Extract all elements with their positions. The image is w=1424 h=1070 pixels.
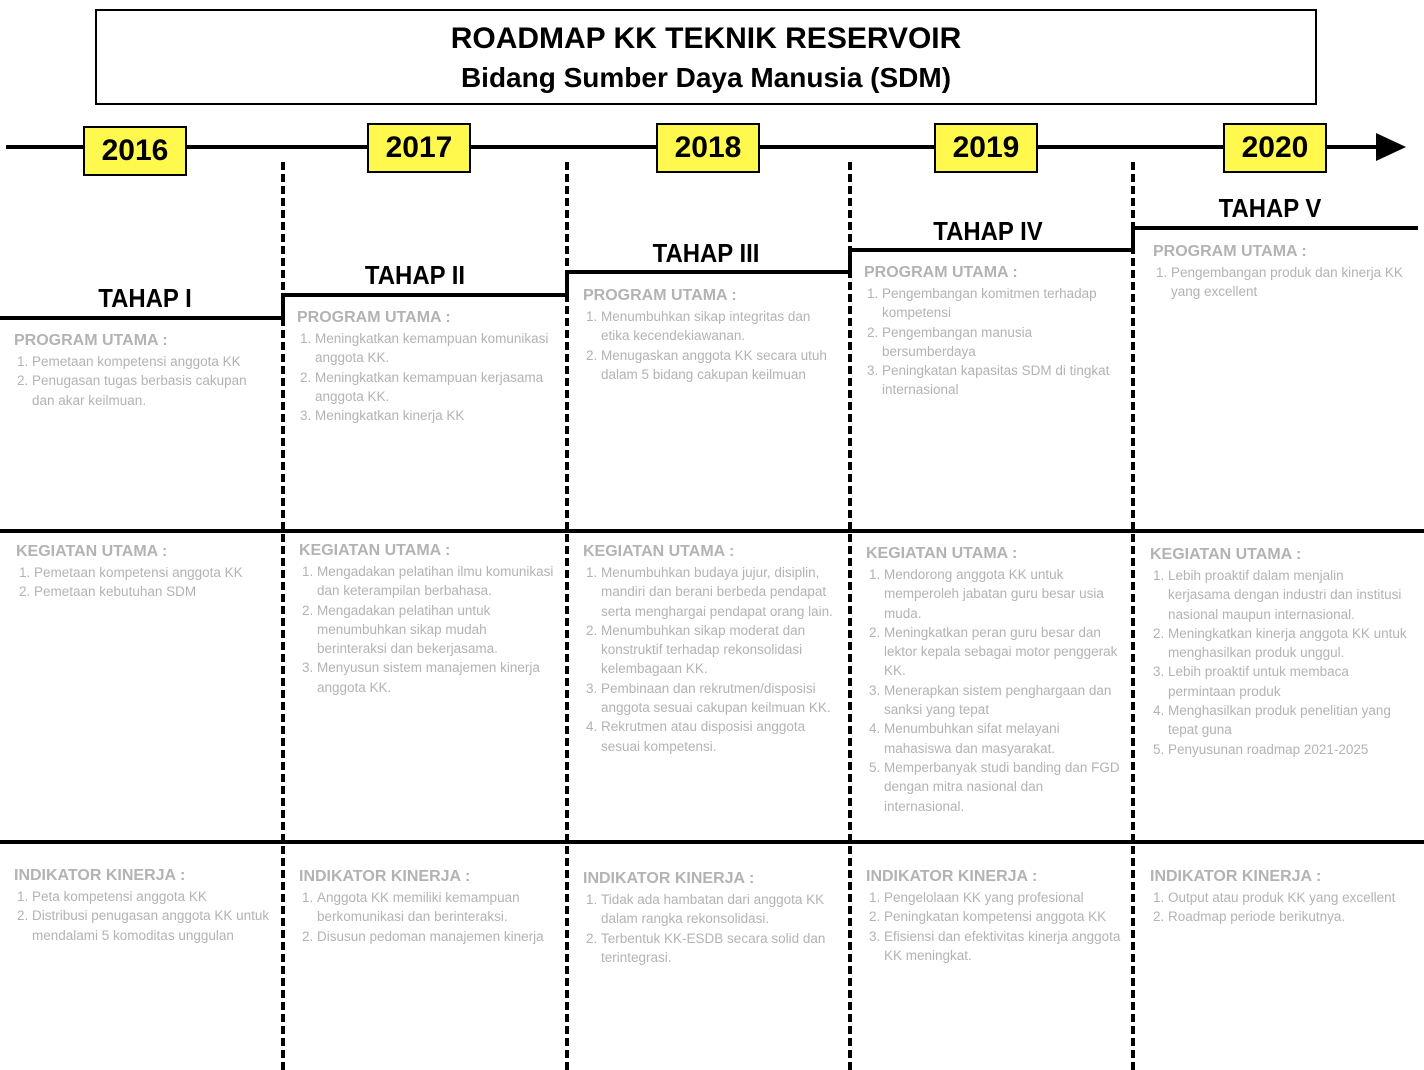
list-item: 2. Penugasan tugas berbasis cakupan dan akar keilmuan. <box>32 371 272 410</box>
program-section-5 <box>1153 242 1411 302</box>
row-divider <box>0 840 1424 844</box>
indikator-heading: INDIKATOR KINERJA : <box>1150 868 1322 885</box>
stage-step-line <box>565 270 852 274</box>
list-item: 3. Meningkatkan kinerja KK <box>315 406 555 425</box>
program-heading: PROGRAM UTAMA : <box>14 332 168 349</box>
program-section-2 <box>297 308 555 425</box>
stage-label-5: TAHAP V <box>1218 193 1322 223</box>
stage-step-line <box>281 293 569 297</box>
list-item: 3. Efisiensi dan efektivitas kinerja anggota KK meningkat. <box>884 927 1124 966</box>
list-item: 1. Menumbuhkan sikap integritas dan etika kecendekiawanan. <box>601 307 841 346</box>
kegiatan-heading: KEGIATAN UTAMA : <box>583 543 735 560</box>
stage-step-line <box>0 316 285 320</box>
year-box-2017: 2017 <box>367 123 471 173</box>
program-heading: PROGRAM UTAMA : <box>1153 243 1307 260</box>
row-divider <box>0 529 1424 533</box>
title-box <box>95 9 1317 105</box>
program-section-1 <box>14 331 272 410</box>
list-item: 1. Output atau produk KK yang excellent <box>1168 888 1408 907</box>
list-item: 2. Pengembangan manusia bersumberdaya <box>882 323 1122 362</box>
year-box-2019: 2019 <box>934 123 1038 173</box>
list-item: 1. Pengelolaan KK yang profesional <box>884 888 1124 907</box>
kegiatan-section-5 <box>1150 545 1408 759</box>
program-section-4 <box>864 263 1122 400</box>
indikator-heading: INDIKATOR KINERJA : <box>866 868 1038 885</box>
list-item: 2. Roadmap periode berikutnya. <box>1168 907 1408 926</box>
list-item: 4. Menghasilkan produk penelitian yang tepat guna <box>1168 701 1408 740</box>
year-box-2020: 2020 <box>1223 123 1327 173</box>
indikator-section-4 <box>866 867 1124 965</box>
program-heading: PROGRAM UTAMA : <box>297 309 451 326</box>
list-item: 3. Lebih proaktif untuk membaca permintaan produk <box>1168 662 1408 701</box>
stage-step-line <box>848 248 1135 252</box>
year-box-2016: 2016 <box>83 126 187 176</box>
list-item: 2. Meningkatkan kinerja anggota KK untuk menghasilkan produk unggul. <box>1168 624 1408 663</box>
list-item: 5. Memperbanyak studi banding dan FGD dengan mitra nasional dan internasional. <box>884 758 1124 816</box>
list-item: 2. Mengadakan pelatihan untuk menumbuhkan sikap mudah berinteraksi dan bekerjasama. <box>317 601 557 659</box>
list-item: 1. Mengadakan pelatihan ilmu komunikasi dan keterampilan berbahasa. <box>317 562 557 601</box>
list-item: 2. Menugaskan anggota KK secara utuh dalam 5 bidang cakupan keilmuan <box>601 346 841 385</box>
column-divider <box>848 162 852 1070</box>
list-item: 3. Menyusun sistem manajemen kinerja anggota KK. <box>317 658 557 697</box>
kegiatan-section-3 <box>583 542 841 756</box>
stage-label-4: TAHAP IV <box>933 216 1043 246</box>
list-item: 2. Pemetaan kebutuhan SDM <box>34 582 274 601</box>
list-item: 1. Menumbuhkan budaya jujur, disiplin, mandiri dan berani berbeda pendapat serta menghargai pendapat orang lain. <box>601 563 841 621</box>
list-item: 2. Meningkatkan peran guru besar dan lektor kepala sebagai motor penggerak KK. <box>884 623 1124 681</box>
list-item: 3. Menerapkan sistem penghargaan dan sanksi yang tepat <box>884 681 1124 720</box>
list-item: 3. Pembinaan dan rekrutmen/disposisi anggota sesuai cakupan keilmuan KK. <box>601 679 841 718</box>
year-box-2018: 2018 <box>656 123 760 173</box>
stage-label-3: TAHAP III <box>652 238 760 268</box>
list-item: 1. Anggota KK memiliki kemampuan berkomunikasi dan berinteraksi. <box>317 888 557 927</box>
indikator-section-1 <box>14 866 272 945</box>
stage-label-1: TAHAP I <box>98 283 192 313</box>
list-item: 2. Menumbuhkan sikap moderat dan konstruktif terhadap rekonsolidasi kelembagaan KK. <box>601 621 841 679</box>
indikator-section-2 <box>299 867 557 946</box>
list-item: 2. Terbentuk KK-ESDB secara solid dan terintegrasi. <box>601 929 841 968</box>
indikator-heading: INDIKATOR KINERJA : <box>14 867 186 884</box>
kegiatan-heading: KEGIATAN UTAMA : <box>866 545 1018 562</box>
list-item: 4. Rekrutmen atau disposisi anggota sesuai kompetensi. <box>601 717 841 756</box>
list-item: 1. Pengembangan komitmen terhadap kompetensi <box>882 284 1122 323</box>
list-item: 1. Pemetaan kompetensi anggota KK <box>32 352 272 371</box>
column-divider <box>565 162 569 1070</box>
list-item: 4. Menumbuhkan sifat melayani mahasiswa dan masyarakat. <box>884 719 1124 758</box>
timeline-arrow-icon <box>1376 133 1406 161</box>
indikator-heading: INDIKATOR KINERJA : <box>299 868 471 885</box>
kegiatan-section-4 <box>866 544 1124 816</box>
list-item: 1. Meningkatkan kemampuan komunikasi anggota KK. <box>315 329 555 368</box>
indikator-section-3 <box>583 869 841 967</box>
list-item: 1. Pemetaan kompetensi anggota KK <box>34 563 274 582</box>
list-item: 5. Penyusunan roadmap 2021-2025 <box>1168 740 1408 759</box>
list-item: 1. Tidak ada hambatan dari anggota KK dalam rangka rekonsolidasi. <box>601 890 841 929</box>
list-item: 1. Lebih proaktif dalam menjalin kerjasama dengan industri dan institusi nasional maupun internasional. <box>1168 566 1408 624</box>
list-item: 2. Distribusi penugasan anggota KK untuk mendalami 5 komoditas unggulan <box>32 906 272 945</box>
kegiatan-section-2 <box>299 541 557 697</box>
stage-label-2: TAHAP II <box>364 260 466 290</box>
list-item: 2. Peningkatan kompetensi anggota KK <box>884 907 1124 926</box>
list-item: 1. Mendorong anggota KK untuk memperoleh jabatan guru besar usia muda. <box>884 565 1124 623</box>
page-subtitle: Bidang Sumber Daya Manusia (SDM) <box>460 62 952 93</box>
stage-step-riser <box>281 293 285 320</box>
list-item: 3. Peningkatan kapasitas SDM di tingkat internasional <box>882 361 1122 400</box>
list-item: 2. Disusun pedoman manajemen kinerja <box>317 927 557 946</box>
kegiatan-heading: KEGIATAN UTAMA : <box>1150 546 1302 563</box>
list-item: 1. Peta kompetensi anggota KK <box>32 887 272 906</box>
list-item: 2. Meningkatkan kemampuan kerjasama anggota KK. <box>315 368 555 407</box>
page-title: ROADMAP KK TEKNIK RESERVOIR <box>450 22 962 55</box>
column-divider <box>1131 162 1135 1070</box>
kegiatan-section-1 <box>16 542 274 602</box>
stage-step-line <box>1131 226 1418 230</box>
program-heading: PROGRAM UTAMA : <box>583 287 737 304</box>
kegiatan-heading: KEGIATAN UTAMA : <box>16 543 168 560</box>
program-section-3 <box>583 286 841 384</box>
indikator-section-5 <box>1150 867 1408 927</box>
program-heading: PROGRAM UTAMA : <box>864 264 1018 281</box>
list-item: 1. Pengembangan produk dan kinerja KK yang excellent <box>1171 263 1411 302</box>
stage-step-riser <box>565 270 569 297</box>
kegiatan-heading: KEGIATAN UTAMA : <box>299 542 451 559</box>
indikator-heading: INDIKATOR KINERJA : <box>583 870 755 887</box>
